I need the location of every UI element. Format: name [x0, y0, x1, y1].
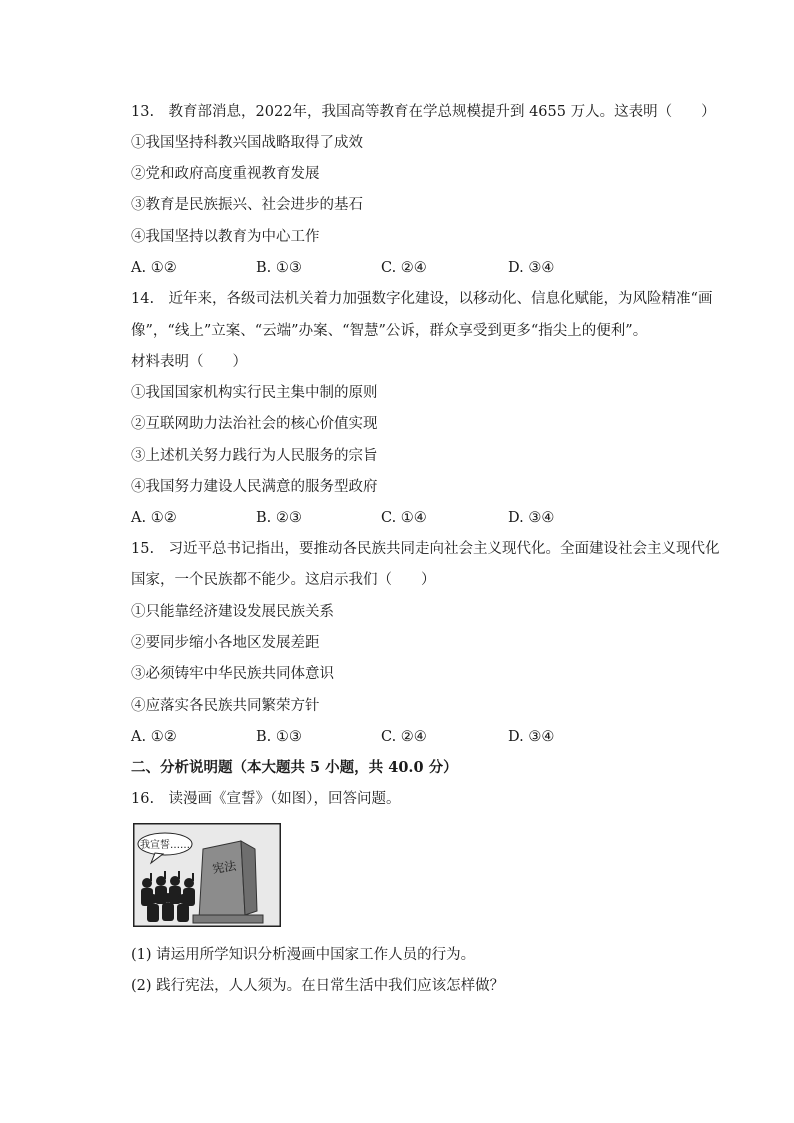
q14-stem-line-2: 像”，“线上”立案、“云端”办案、“智慧”公诉，群众享受到更多“指尖上的便利”。: [131, 323, 648, 339]
q14-item-2: ②互联网助力法治社会的核心价值实现: [131, 416, 378, 432]
q14-option-a: A. ①②: [131, 510, 177, 526]
q15-option-d: D. ③④: [508, 729, 555, 745]
bubble-text: 我宣誓……: [140, 840, 190, 851]
q15-option-c: C. ②④: [381, 729, 427, 745]
oath-cartoon: [133, 823, 281, 927]
q15-option-a: A. ①②: [131, 729, 177, 745]
q14-stem-line-3: 材料表明（ ）: [131, 354, 247, 370]
q13-option-d: D. ③④: [508, 260, 555, 276]
q13-item-1: ①我国坚持科教兴国战略取得了成效: [131, 135, 363, 151]
q15-option-b: B. ①③: [256, 729, 302, 745]
q15-stem-line-2: 国家，一个民族都不能少。这启示我们（ ）: [131, 572, 436, 588]
q15-item-1: ①只能靠经济建设发展民族关系: [131, 604, 334, 620]
q13-option-b: B. ①③: [256, 260, 302, 276]
q13-item-4: ④我国坚持以教育为中心工作: [131, 229, 320, 245]
q13-stem: 13. 教育部消息，2022年，我国高等教育在学总规模提升到 4655 万人。这表明（ ）: [131, 104, 716, 120]
section-heading: 二、分析说明题（本大题共 5 小题，共 40.0 分）: [131, 759, 458, 776]
monument-text: 宪法: [211, 858, 238, 876]
q16-stem: 16. 读漫画《宣誓》（如图），回答问题。: [131, 791, 401, 807]
q13-option-a: A. ①②: [131, 260, 177, 276]
q14-option-b: B. ②③: [256, 510, 302, 526]
constitution-monument: [193, 841, 263, 923]
q15-stem-line-1: 15. 习近平总书记指出，要推动各民族共同走向社会主义现代化。全面建设社会主义现代化: [131, 541, 720, 557]
q14-item-1: ①我国国家机构实行民主集中制的原则: [131, 385, 378, 401]
q14-item-3: ③上述机关努力践行为人民服务的宗旨: [131, 448, 378, 464]
q14-stem-line-1: 14. 近年来，各级司法机关着力加强数字化建设，以移动化、信息化赋能，为风险精准“画: [131, 291, 713, 307]
q14-option-d: D. ③④: [508, 510, 555, 526]
q15-item-2: ②要同步缩小各地区发展差距: [131, 635, 320, 651]
q15-item-4: ④应落实各民族共同繁荣方针: [131, 698, 320, 714]
q16-subquestion-1: (1) 请运用所学知识分析漫画中国家工作人员的行为。: [131, 947, 476, 963]
q13-item-3: ③教育是民族振兴、社会进步的基石: [131, 197, 363, 213]
q14-option-c: C. ①④: [381, 510, 427, 526]
q15-item-3: ③必须铸牢中华民族共同体意识: [131, 666, 334, 682]
q14-item-4: ④我国努力建设人民满意的服务型政府: [131, 479, 378, 495]
q13-item-2: ②党和政府高度重视教育发展: [131, 166, 320, 182]
q16-subquestion-2: (2) 践行宪法，人人须为。在日常生活中我们应该怎样做？: [131, 978, 505, 994]
q13-option-c: C. ②④: [381, 260, 427, 276]
